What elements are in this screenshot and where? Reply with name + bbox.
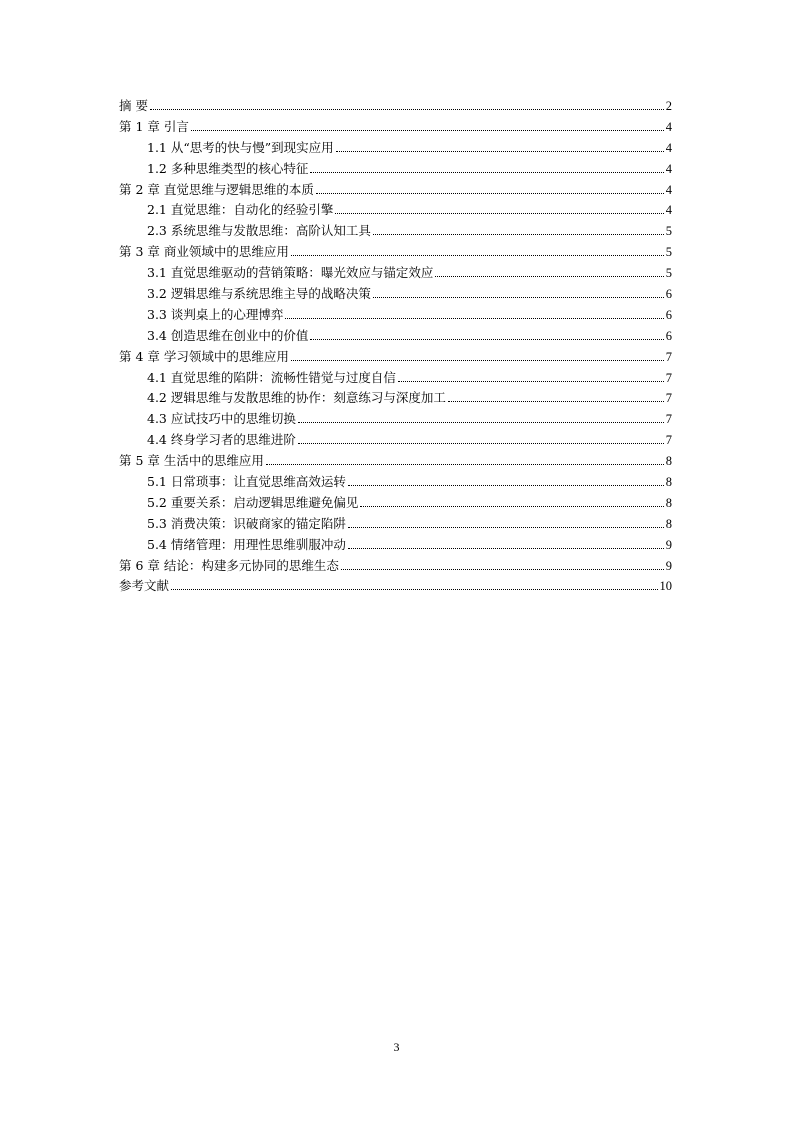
toc-dot-leader: [373, 234, 664, 235]
toc-entry-page: 7: [665, 370, 672, 385]
toc-entry-title: 3.3 谈判桌上的心理博弈: [147, 306, 284, 322]
toc-entry-page: 6: [665, 328, 672, 343]
toc-entry-section[interactable]: [119, 200, 672, 221]
toc-entry-page: 7: [665, 391, 672, 406]
toc-entry-title: 5.3 消费决策：识破商家的锚定陷阱: [147, 515, 346, 531]
toc-dot-leader: [335, 213, 663, 214]
toc-dot-leader: [348, 485, 664, 486]
toc-dot-leader: [266, 464, 664, 465]
toc-entry-title: 第 4 章 学习领域中的思维应用: [119, 348, 289, 364]
toc-entry-section[interactable]: [119, 368, 672, 389]
toc-entry-title: 3.4 创造思维在创业中的价值: [147, 327, 309, 343]
toc-dot-leader: [285, 318, 663, 319]
toc-entry-section[interactable]: [119, 138, 672, 159]
toc-dot-leader: [341, 569, 664, 570]
toc-entry-title: 2.1 直觉思维：自动化的经验引擎: [147, 202, 334, 218]
toc-entry-chapter[interactable]: [119, 347, 672, 368]
toc-entry-section[interactable]: [119, 409, 672, 430]
toc-entry-section[interactable]: [119, 388, 672, 409]
toc-entry-title: 2.3 系统思维与发散思维：高阶认知工具: [147, 223, 371, 239]
toc-dot-leader: [310, 339, 663, 340]
toc-entry-chapter[interactable]: [119, 180, 672, 201]
toc-entry-title: 第 6 章 结论：构建多元协同的思维生态: [119, 557, 339, 573]
toc-entry-page: 5: [665, 224, 672, 239]
toc-entry-page: 4: [665, 161, 672, 176]
toc-entry-page: 7: [665, 433, 672, 448]
toc-entry-title: 4.3 应试技巧中的思维切换: [147, 411, 296, 427]
toc-dot-leader: [348, 527, 664, 528]
toc-entry-title: 第 2 章 直觉思维与逻辑思维的本质: [119, 181, 314, 197]
toc-dot-leader: [150, 109, 664, 110]
toc-dot-leader: [310, 172, 663, 173]
page-number: 3: [393, 1040, 400, 1054]
toc-entry-chapter[interactable]: [119, 576, 672, 597]
toc-entry-page: 2: [665, 99, 672, 113]
toc-entry-chapter[interactable]: [119, 451, 672, 472]
toc-entry-page: 7: [665, 412, 672, 427]
toc-entry-title: 3.2 逻辑思维与系统思维主导的战略决策: [147, 286, 371, 302]
toc-entry-page: 4: [665, 182, 672, 197]
toc-entry-section[interactable]: [119, 263, 672, 284]
toc-entry-title: 5.4 情绪管理：用理性思维驯服冲动: [147, 536, 346, 552]
toc-dot-leader: [316, 193, 664, 194]
toc-entry-section[interactable]: [119, 326, 672, 347]
toc-dot-leader: [360, 506, 663, 507]
toc-entry-page: 8: [665, 454, 672, 469]
toc-entry-page: 5: [665, 266, 672, 281]
toc-entry-title: 4.1 直觉思维的陷阱：流畅性错觉与过度自信: [147, 369, 396, 385]
toc-entry-section[interactable]: [119, 221, 672, 242]
toc-entry-title: 5.1 日常琐事：让直觉思维高效运转: [147, 474, 346, 490]
toc-entry-chapter[interactable]: [119, 242, 672, 263]
toc-entry-title: 4.2 逻辑思维与发散思维的协作：刻意练习与深度加工: [147, 390, 446, 406]
toc-entry-page: 5: [665, 245, 672, 260]
toc-entry-title: 4.4 终身学习者的思维进阶: [147, 432, 296, 448]
toc-entry-page: 8: [665, 495, 672, 510]
toc-dot-leader: [191, 130, 664, 131]
toc-entry-page: 8: [665, 475, 672, 490]
toc-entry-page: 6: [665, 307, 672, 322]
toc-dot-leader: [298, 422, 664, 423]
toc-entry-section[interactable]: [119, 305, 672, 326]
toc-entry-section[interactable]: [119, 284, 672, 305]
toc-dot-leader: [291, 360, 664, 361]
toc-entry-section[interactable]: [119, 159, 672, 180]
toc-entry-section[interactable]: [119, 514, 672, 535]
toc-entry-title: 第 3 章 商业领域中的思维应用: [119, 244, 289, 260]
toc-dot-leader: [298, 443, 664, 444]
toc-entry-title: 摘 要: [119, 98, 148, 113]
toc-entry-section[interactable]: [119, 430, 672, 451]
toc-dot-leader: [373, 297, 664, 298]
toc-dot-leader: [291, 255, 664, 256]
toc-entry-chapter[interactable]: [119, 556, 672, 577]
toc-entry-page: 4: [665, 119, 672, 134]
toc-entry-section[interactable]: [119, 472, 672, 493]
toc-entry-title: 第 1 章 引言: [119, 118, 189, 134]
toc-entry-title: 1.1 从“思考的快与慢”到现实应用: [147, 139, 334, 155]
toc-entry-page: 10: [659, 579, 672, 594]
toc-entry-title: 第 5 章 生活中的思维应用: [119, 453, 264, 469]
toc-entry-page: 6: [665, 287, 672, 302]
toc-dot-leader: [171, 589, 657, 590]
toc-entry-page: 4: [665, 140, 672, 155]
toc-entry-page: 9: [665, 537, 672, 552]
toc-dot-leader: [336, 151, 664, 152]
toc-entry-page: 7: [665, 349, 672, 364]
table-of-contents: [119, 96, 672, 597]
toc-entry-page: 9: [665, 558, 672, 573]
toc-dot-leader: [398, 381, 664, 382]
toc-entry-section[interactable]: [119, 493, 672, 514]
toc-entry-section[interactable]: [119, 535, 672, 556]
toc-entry-page: 4: [665, 203, 672, 218]
toc-entry-title: 5.2 重要关系：启动逻辑思维避免偏见: [147, 494, 359, 510]
toc-entry-page: 8: [665, 516, 672, 531]
toc-dot-leader: [448, 401, 664, 402]
toc-entry-chapter[interactable]: [119, 117, 672, 138]
toc-dot-leader: [348, 548, 664, 549]
toc-entry-title: 3.1 直觉思维驱动的营销策略：曝光效应与锚定效应: [147, 265, 434, 281]
toc-dot-leader: [435, 276, 663, 277]
toc-entry-chapter[interactable]: [119, 96, 672, 117]
toc-entry-title: 1.2 多种思维类型的核心特征: [147, 160, 309, 176]
toc-entry-title: 参考文献: [119, 578, 170, 594]
